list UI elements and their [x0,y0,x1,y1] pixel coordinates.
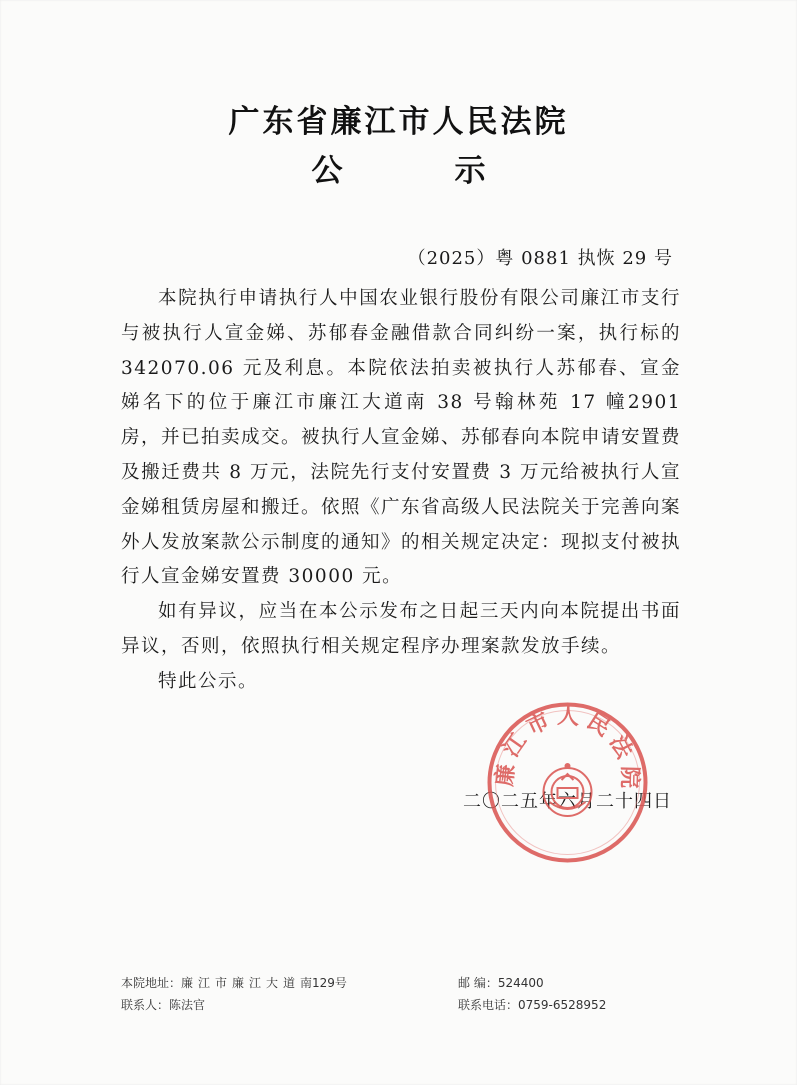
paragraph-objection: 如有异议，应当在本公示发布之日起三天内向本院提出书面异议，否则，依照执行相关规定程序办理案款发放手续。 [121,601,681,657]
issue-date: 二〇二五年六月二十四日 [463,791,672,812]
contact-label: 联系人： [121,998,170,1012]
contact-value: 陈法官 [169,998,206,1012]
notice-title [0,145,797,190]
svg-text:廉江市人民法院 [491,703,642,795]
postcode-value: 524400 [497,976,544,990]
footer-row-1 [121,972,681,994]
court-seal-icon [485,700,650,865]
paragraph-main: 本院执行申请执行人中国农业银行股份有限公司廉江市支行与被执行人宣金娣、苏郁春金融借款合同纠纷一案，执行标的 342070.06 元及利息。本院依法拍卖被执行人苏郁春、宣金娣名下的位于廉江市廉江大道南 38 号翰林苑 17 幢2901 房，并已拍卖成交。被执行人宣金娣、苏郁春向本院申请安置费及搬迁费共 8 万元，法院先行支付安置费 3 万元给被执行人宣金娣租赁房屋和搬迁。依照《广东省高级人民法院关于完善向案外人发放案款公示制度的通知》的相关规定决定：现拟支付被执行人宣金娣安置费 30000 元。 [121,288,682,588]
seal-text: 廉江市人民法院 [491,702,643,795]
notice-title-char-1: 公 [311,153,343,189]
case-number: （2025）粤 0881 执恢 29 号 [407,248,673,269]
footer-row-2 [121,994,681,1016]
address-value: 廉江市廉江大道 [181,976,301,990]
closing-statement: 特此公示。 [158,670,259,692]
court-name-heading: 广东省廉江市人民法院 [228,104,569,140]
notice-body [121,282,681,700]
postcode [458,972,544,994]
postcode-label: 邮 编： [458,976,498,990]
footer [121,972,681,1016]
notice-title-char-2: 示 [454,153,486,189]
phone-value: 0759-6528952 [518,998,607,1012]
phone [458,994,606,1016]
phone-label: 联系电话： [458,998,519,1012]
address-number: 南129号 [300,976,347,990]
address-label: 本院地址： [121,976,182,990]
